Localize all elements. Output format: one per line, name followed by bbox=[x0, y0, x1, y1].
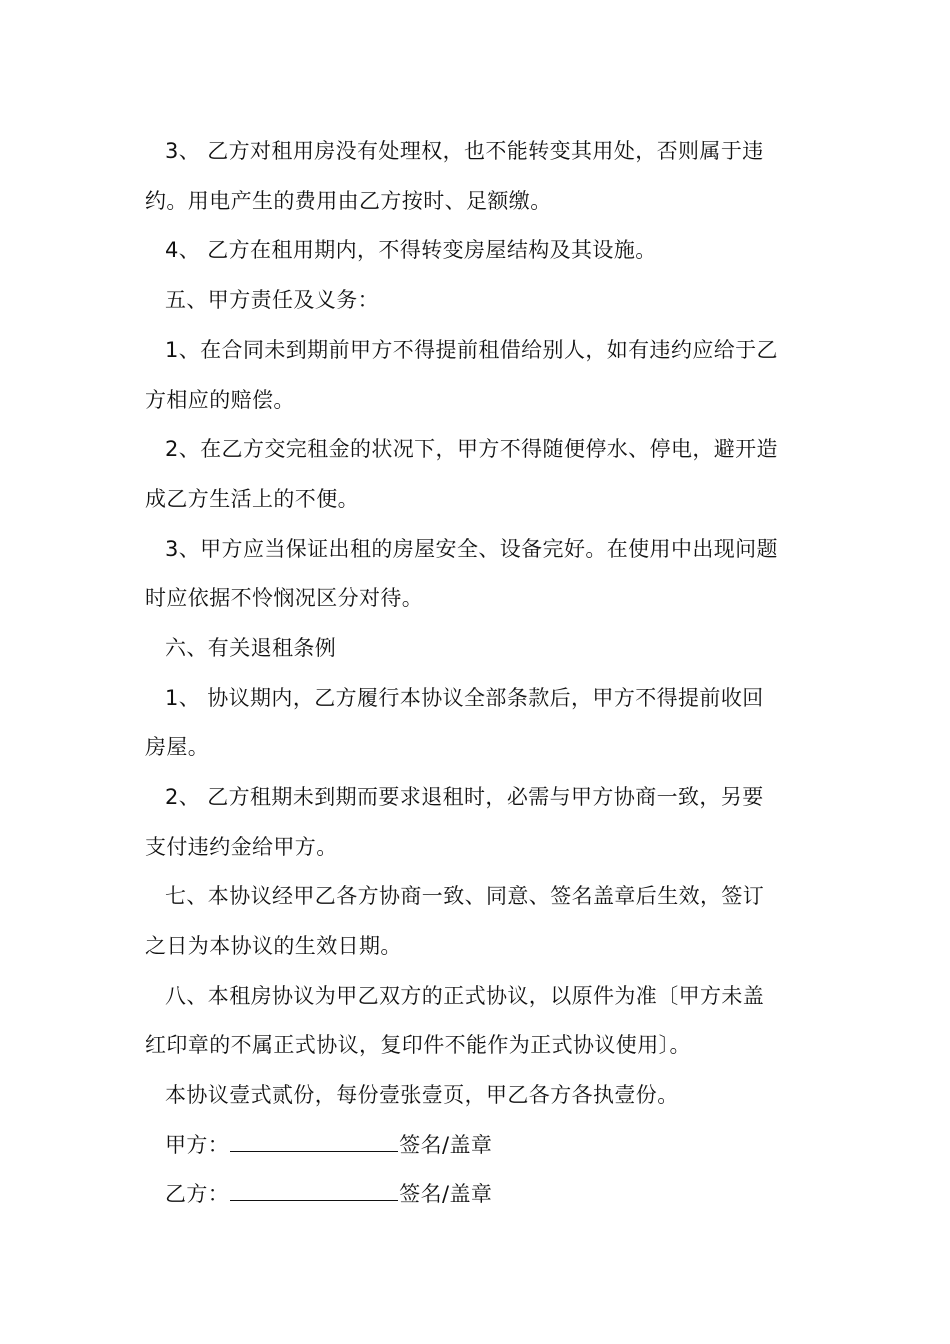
section-5-item-1-line-2: 方相应的赔偿。 bbox=[145, 388, 295, 412]
section-5-item-2-line-1: 2、在乙方交完租金的状况下，甲方不得随便停水、停电，避开造 bbox=[165, 437, 778, 461]
section-7-line-1: 七、本协议经甲乙各方协商一致、同意、签名盖章后生效，签订 bbox=[165, 884, 765, 908]
section-6-item-1-line-1: 1、 协议期内，乙方履行本协议全部条款后，甲方不得提前收回 bbox=[165, 686, 764, 710]
section-5-item-3-line-2: 时应依据不怜悯况区分对待。 bbox=[145, 586, 424, 610]
section-5-item-3-line-1: 3、甲方应当保证出租的房屋安全、设备完好。在使用中出现问题 bbox=[165, 537, 778, 561]
party-b-signature-row bbox=[165, 1180, 492, 1208]
party-a-signature-line bbox=[230, 1131, 398, 1152]
clause-4-line: 4、 乙方在租用期内，不得转变房屋结构及其设施。 bbox=[165, 238, 657, 262]
party-a-signature-row bbox=[165, 1131, 492, 1159]
section-5-item-1-line-1: 1、在合同未到期前甲方不得提前租借给别人，如有违约应给于乙 bbox=[165, 338, 778, 362]
party-a-signature-suffix: 签名/盖章 bbox=[399, 1133, 493, 1157]
section-6-item-2-line-2: 支付违约金给甲方。 bbox=[145, 835, 338, 859]
clause-3-line-2: 约。用电产生的费用由乙方按时、足额缴。 bbox=[145, 189, 552, 213]
section-6-item-2-line-1: 2、 乙方租期未到期而要求退租时，必需与甲方协商一致，另要 bbox=[165, 785, 764, 809]
section-6-heading: 六、有关退租条例 bbox=[165, 636, 337, 660]
section-6-item-1-line-2: 房屋。 bbox=[145, 735, 210, 759]
section-8-line-1: 八、本租房协议为甲乙双方的正式协议，以原件为准〔甲方未盖 bbox=[165, 984, 765, 1008]
section-5-heading: 五、甲方责任及义务： bbox=[165, 288, 379, 312]
section-7-line-2: 之日为本协议的生效日期。 bbox=[145, 934, 402, 958]
clause-3-line-1: 3、 乙方对租用房没有处理权，也不能转变其用处，否则属于违 bbox=[165, 139, 764, 163]
party-b-signature-suffix: 签名/盖章 bbox=[399, 1182, 493, 1206]
party-a-label: 甲方： bbox=[165, 1133, 230, 1157]
party-b-signature-line bbox=[230, 1180, 398, 1201]
copies-statement: 本协议壹式贰份，每份壹张壹页，甲乙各方各执壹份。 bbox=[165, 1083, 679, 1107]
party-b-label: 乙方： bbox=[165, 1182, 230, 1206]
section-5-item-2-line-2: 成乙方生活上的不便。 bbox=[145, 487, 359, 511]
section-8-line-2: 红印章的不属正式协议，复印件不能作为正式协议使用〕。 bbox=[145, 1033, 691, 1057]
